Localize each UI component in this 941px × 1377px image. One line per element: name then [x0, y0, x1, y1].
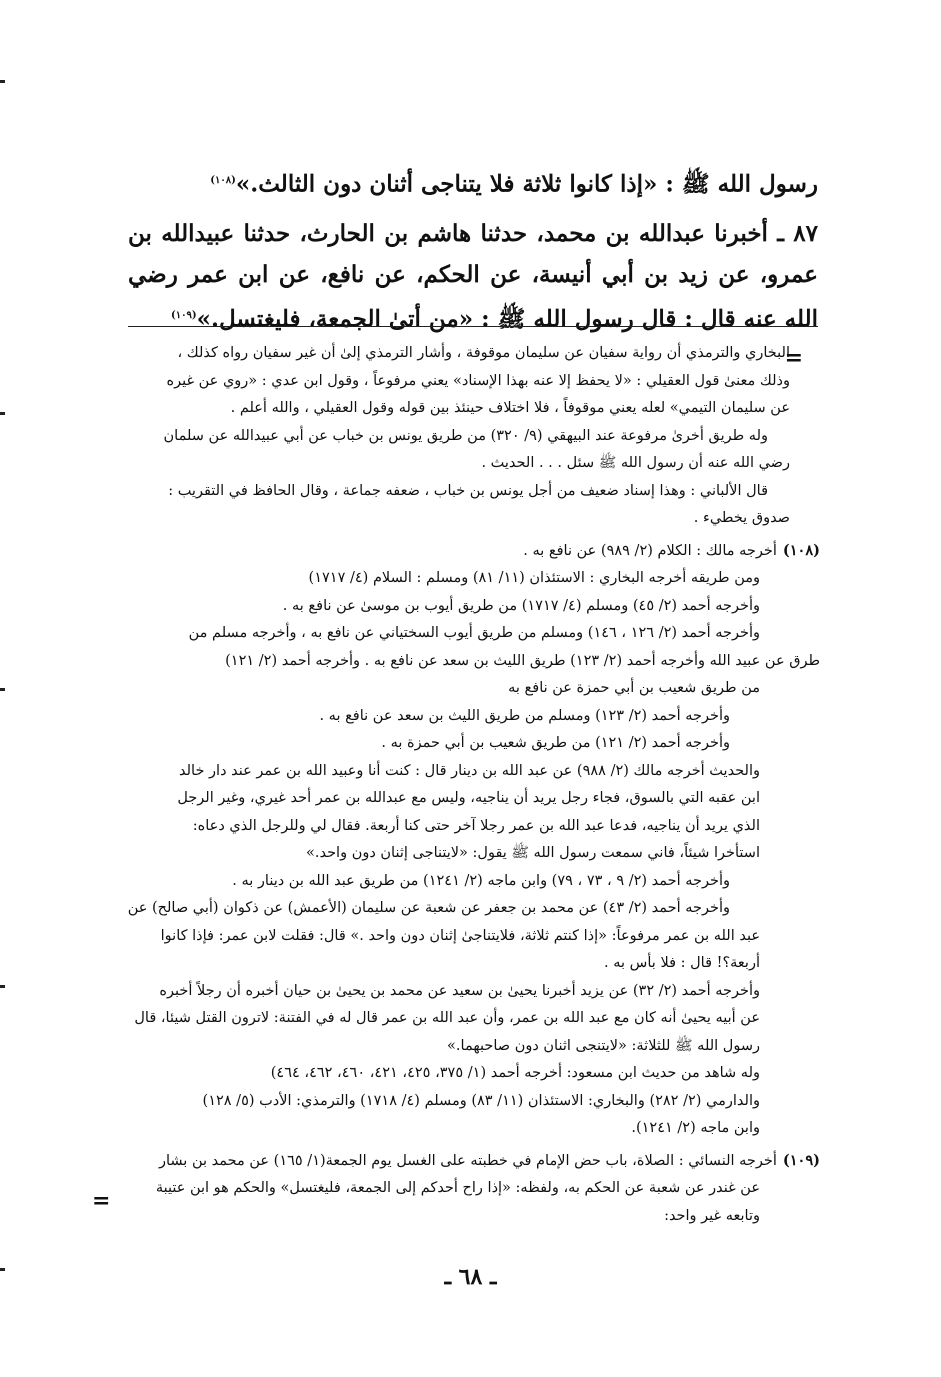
footnote-line: وأخرجه أحمد (٢/ ٤٥) ومسلم (٤/ ١٧١٧) من طريق أيوب بن موسىٰ عن نافع به .: [282, 597, 760, 614]
footnotes: [120, 340, 820, 1230]
footnote-divider: [128, 326, 818, 327]
continuation-mark: =: [784, 345, 803, 371]
footnote-line: رضي الله عنه أن رسول الله ﷺ سئل . . . الحديث .: [481, 455, 790, 471]
footnote-line: عن سليمان التيمي» لعله يعني موقوفاً ، فلا اختلاف حينئذ بين قوله وقول العقيلي ، والله أعلم .: [230, 400, 790, 416]
footnote-line: وتابعه غير واحد:: [664, 1207, 760, 1224]
footnote-line: وابن ماجه (٢/ ١٢٤١).: [631, 1120, 760, 1136]
footnote-line: من طريق شعيب بن أبي حمزة عن نافع به: [508, 680, 760, 696]
footnote-marker-108: (١٠٨): [782, 541, 820, 559]
scan-edge-mark: [0, 985, 5, 988]
footnote-line: وأخرجه أحمد (٢/ ١٢١) من طريق شعيب بن أبي حمزة به .: [381, 735, 730, 751]
scan-edge-mark: [0, 688, 5, 691]
footnote-line: ابن عقبه التي بالسوق، فجاء رجل يريد أن يناجيه، وليس مع عبدالله بن عمر أحد غيري، وغير الرجل: [177, 790, 760, 806]
footnote-line: وأخرجه أحمد (٢/ ١٢٣) ومسلم من طريق الليث بن سعد عن نافع به .: [319, 707, 730, 724]
main-text: [128, 160, 818, 339]
scan-edge-mark: [0, 80, 5, 83]
continuation-end-mark: =: [92, 1188, 111, 1214]
footnote-line: والحديث أخرجه مالك (٢/ ٩٨٨) عن عبد الله بن دينار قال : كنت أنا وعبيد الله بن عمر عند دار خالد: [179, 762, 760, 779]
footnote-line: أخرجه مالك : الكلام (٢/ ٩٨٩) عن نافع به .: [523, 542, 777, 559]
footnote-line: وله طريق أخرىٰ مرفوعة عند البيهقي (٩/ ٣٢٠) من طريق يونس بن خباب عن أبي عبيدالله عن سلمان: [163, 427, 768, 444]
footnote-line: طرق عن عبيد الله وأخرجه أحمد (٢/ ١٢٣) طريق الليث بن سعد عن نافع به . وأخرجه أحمد (٢/ ١٢١): [225, 652, 820, 669]
footnote-line: عن غندر عن شعبة عن الحكم به، ولفظه: «إذا راح أحدكم إلى الجمعة، فليغتسل» والحكم هو ابن عتيبة: [155, 1180, 760, 1196]
footnote-line: الذي يريد أن يناجيه، فدعا عبد الله بن عمر رجلا آخر حتى كنا أربعة. فقال لي وللرجل الذي دعاه:: [192, 817, 760, 834]
footnote-line: وأخرجه أحمد (٢/ ١٢٦ ، ١٤٦) ومسلم من طريق أيوب السختياني عن نافع به ، وأخرجه مسلم من: [188, 625, 760, 641]
footnote-109: [120, 1147, 820, 1231]
footnote-line: رسول الله ﷺ للثلاثة: «لايتنجى اثنان دون صاحبهما.»: [447, 1037, 760, 1054]
footnote-line: وأخرجه أحمد (٢/ ٤٣) عن محمد بن جعفر عن شعبة عن سليمان (الأعمش) عن ذكوان (أبي صالح) عن: [127, 900, 730, 916]
footnote-ref-108: (١٠٨): [210, 175, 236, 186]
footnote-ref-109: (١٠٩): [171, 309, 197, 321]
hadith-86-text: رسول الله ﷺ : «إذا كانوا ثلاثة فلا يتناجى أثنان دون الثالث.»: [235, 170, 818, 198]
footnote-marker-109: (١٠٩): [782, 1151, 820, 1169]
page-number: ـ ٦٨ ـ: [444, 1264, 497, 1290]
hadith-87: [128, 213, 818, 340]
footnote-line: والدارمي (٢/ ٢٨٢) والبخاري: الاستئذان (١١/ ٨٣) ومسلم (٤/ ١٧١٨) والترمذي: الأدب (٥/ ١٢٨): [202, 1092, 760, 1109]
footnote-line: عبد الله بن عمر مرفوعاً: «إذا كنتم ثلاثة، فلايتناجىٰ إثنان دون واحد .» قال: فقلت لابن عمر: فإذا كانوا: [160, 927, 760, 944]
footnote-line: وأخرجه أحمد (٢/ ٩ ، ٧٣ ، ٧٩) وابن ماجه (٢/ ١٢٤١) من طريق عبد الله بن دينار به .: [232, 872, 730, 889]
footnote-line: وله شاهد من حديث ابن مسعود: أخرجه أحمد (١/ ٣٧٥، ٤٢٥، ٤٢١، ٤٦٠، ٤٦٢، ٤٦٤): [270, 1065, 760, 1081]
footnote-108: [120, 537, 820, 1143]
footnote-line: صدوق يخطيء .: [693, 510, 790, 526]
footnote-continuation: [120, 340, 820, 533]
footnote-line: قال الألباني : وهذا إسناد ضعيف من أجل يونس بن خباب ، ضعفه جماعة ، وقال الحافظ في التقريب :: [168, 482, 768, 499]
footnote-line: عن أبيه يحيىٰ أنه كان مع عبد الله بن عمر، وأن عبد الله بن عمر قال له في الفتنة: لاترون القتل شيئا، قال: [134, 1010, 760, 1026]
hadith-86-ending: [128, 160, 818, 205]
footnote-line: ومن طريقه أخرجه البخاري : الاستئذان (١١/ ٨١) ومسلم : السلام (٤/ ١٧١٧): [308, 570, 760, 586]
hadith-87-text: ٨٧ ـ أخبرنا عبدالله بن محمد، حدثنا هاشم بن الحارث، حدثنا عبيدالله بن عمرو، عن زيد بن أبي أنيسة، عن الحكم، عن نافع، عن ابن عمر رضي الله عنه قال : قال رسول الله ﷺ : «من أتىٰ الجمعة، فليغتسل.»: [128, 219, 818, 333]
footnote-line: وأخرجه أحمد (٢/ ٣٢) عن يزيد أخبرنا يحيىٰ بن سعيد عن محمد بن يحيىٰ بن حيان أخبره أن رجلاً أخبره: [159, 982, 760, 999]
footnote-line: أخرجه النسائي : الصلاة، باب حض الإمام في خطبته على الغسل يوم الجمعة(١/ ١٦٥) عن محمد بن بشار: [158, 1152, 777, 1169]
footnote-line: استأخرا شيئاً، فاني سمعت رسول الله ﷺ يقول: «لايتناجى إثنان دون واحد.»: [306, 845, 760, 861]
footnote-line: أربعة؟! قال : فلا بأس به .: [604, 955, 760, 971]
footnote-line: وذلك معنىٰ قول العقيلي : «لا يحفظ إلا عنه بهذا الإسناد» يعني مرفوعاً ، وقول ابن عدي : «روي عن غيره: [166, 372, 790, 389]
scan-edge-mark: [0, 412, 5, 415]
footnote-line: البخاري والترمذي أن رواية سفيان عن سليمان موقوفة ، وأشار الترمذي إلىٰ أن غير سفيان رواه كذلك ،: [177, 345, 790, 361]
